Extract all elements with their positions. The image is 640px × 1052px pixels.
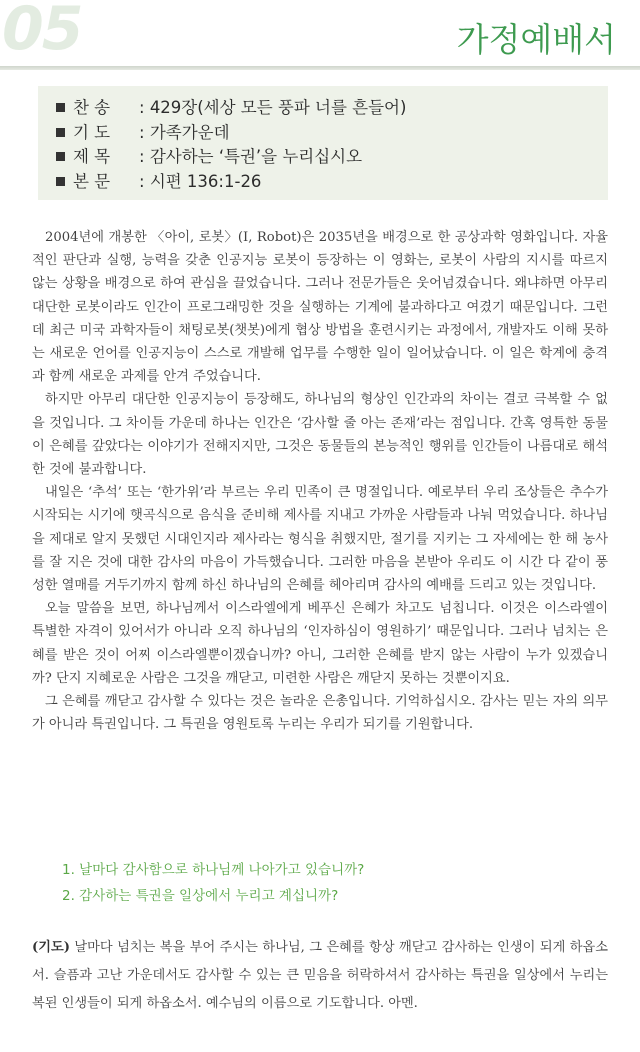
prayer-label: (기도) [32,940,70,955]
info-label: 찬 송 [73,98,111,117]
info-value: 가족가운데 [149,122,230,142]
paragraph: 그 은혜를 깨닫고 감사할 수 있다는 것은 놀라운 은총입니다. 기억하십시오. 감사는 믿는 자의 의무가 아니라 특권입니다. 그 특권을 영원토록 누리는 우리가 되기를 기원합니다. [32,694,608,733]
paragraph: 오늘 말씀을 보면, 하나님께서 이스라엘에게 베푸신 은혜가 차고도 넘칩니다. 이것은 이스라엘이 특별한 자격이 있어서가 아니라 오직 하나님의 ‘인자하심이 영원하기’ 때문입니다. 그러나 넘치는 은혜를 받은 것이 어찌 이스라엘뿐이겠습니까? 아니, 그러한 은혜를 받지 않는 사람이 누가 있겠습니까? 단지 지혜로운 사람은 그것을 깨닫고, 미련한 사람은 깨닫지 못하는 것뿐이지요. [32,601,608,686]
info-row-scripture: 본 문 : 시편 136:1-26 [56,170,608,195]
paragraph: 하지만 아무리 대단한 인공지능이 등장해도, 하나님의 형상인 인간과의 차이는 결코 극복할 수 없을 것입니다. 그 차이들 가운데 하나는 인간은 ‘감사할 줄 아는 존재’라는 점입니다. 간혹 영특한 동물이 은혜를 갚았다는 이야기가 전해지지만, 그것은 동물들의 본능적인 행위를 인간들이 나름대로 해석한 것에 불과합니다. [32,392,608,478]
service-info-box [38,86,608,200]
info-row-prayer: 기 도 : 가족가운데 [56,121,608,146]
square-bullet-icon [56,177,65,186]
page-header [0,0,640,70]
header-rule [0,66,640,70]
info-value: 감사하는 ‘특권’을 누리십시오 [149,147,363,166]
question-item: 1. 날마다 감사함으로 하나님께 나아가고 있습니까? [62,862,365,878]
page-title: 가정예배서 [456,20,616,59]
info-label: 제 목 [73,147,111,166]
info-value: 429장(세상 모든 풍파 너를 흔들어) [149,98,407,117]
sermon-body [32,226,608,736]
info-label: 본 문 [73,171,111,191]
info-value: 시편 136:1-26 [149,171,262,191]
square-bullet-icon [56,103,65,112]
question-item: 2. 감사하는 특권을 일상에서 누리고 계십니까? [62,888,339,904]
prayer-text: 날마다 넘치는 복을 부어 주시는 하나님, 그 은혜를 항상 깨닫고 감사하는 인생이 되게 하옵소서. 슬픔과 고난 가운데서도 감사할 수 있는 큰 믿음을 허락하셔서 감사하는 특권을 일상에서 누리는 복된 인생들이 되게 하옵소서. 예수님의 이름으로 기도합니다. 아멘. [32,940,608,1011]
square-bullet-icon [56,152,65,161]
paragraph: 2004년에 개봉한 〈아이, 로봇〉(I, Robot)은 2035년을 배경으로 한 공상과학 영화입니다. 자율적인 판단과 실행, 능력을 갖춘 인공지능 로봇이 등장하는 이 영화는, 로봇이 사람의 지시를 따르지 않는 상황을 배경으로 하여 관심을 끌었습니다. 그러나 전문가들은 웃어넘겼습니다. 왜냐하면 아무리 대단한 로봇이라도 인간이 프로그래밍한 것을 실행하는 기계에 불과하다고 여겼기 때문입니다. 그런데 최근 미국 과학자들이 채팅로봇(챗봇)에게 협상 방법을 훈련시키는 과정에서, 개발자도 이해 못하는 새로운 언어를 인공지능이 스스로 개발해 업무를 수행한 일이 일어났습니다. 이 일은 학계에 충격과 함께 새로운 과제를 안겨 주었습니다. [32,230,608,385]
closing-prayer [32,934,608,1018]
info-row-title: 제 목 : 감사하는 ‘특권’을 누리십시오 [56,145,608,170]
info-row-hymn: 찬 송 : 429장(세상 모든 풍파 너를 흔들어) [56,96,608,121]
discussion-questions [62,857,602,909]
paragraph: 내일은 ‘추석’ 또는 ‘한가위’라 부르는 우리 민족이 큰 명절입니다. 예로부터 우리 조상들은 추수가 시작되는 시기에 햇곡식으로 음식을 준비해 제사를 지내고 가까운 사람들과 나눠 먹었습니다. 하나님을 제대로 알지 못했던 시대인지라 제사라는 형식을 취했지만, 절기를 지키는 그 자세에는 한 해 농사를 잘 지은 것에 대한 감사의 마음이 가득했습니다. 그러한 마음을 본받아 우리도 이 시간 다 같이 풍성한 열매를 거두기까지 함께 하신 하나님의 은혜를 헤아리며 감사의 예배를 드리고 있는 것입니다. [32,485,608,594]
square-bullet-icon [56,128,65,137]
section-number: 05 [2,0,82,64]
info-label: 기 도 [73,122,111,142]
